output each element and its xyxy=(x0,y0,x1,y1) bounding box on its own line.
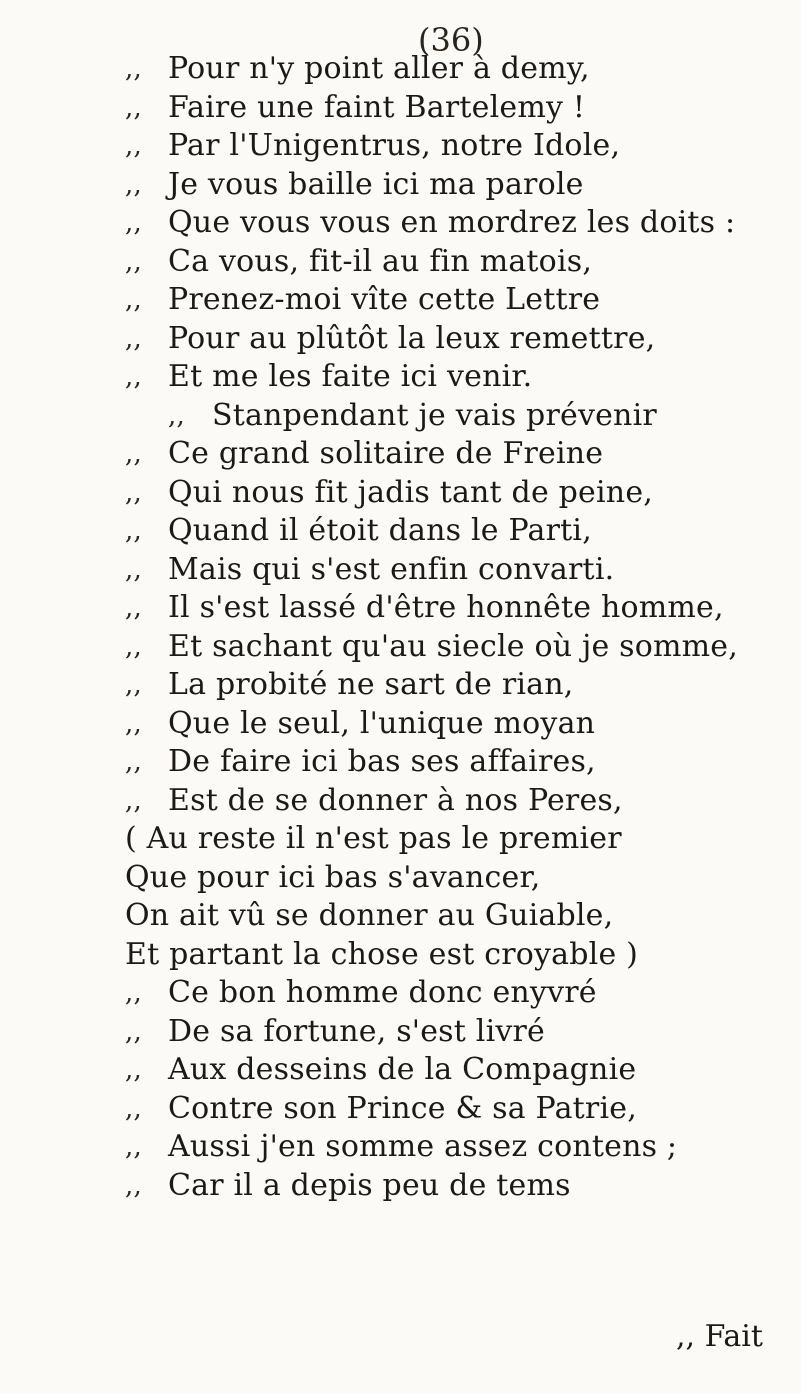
verse-text: Et me les faite ici venir. xyxy=(168,359,533,394)
quote-mark: ,, xyxy=(125,747,142,777)
verse-text: Que pour ici bas s'avancer, xyxy=(125,859,541,895)
verse-text: ( Au reste il n'est pas le premier xyxy=(125,821,622,856)
verse-line xyxy=(0,320,801,359)
verse-line xyxy=(0,127,801,166)
verse-text: Qui nous fit jadis tant de peine, xyxy=(168,474,654,510)
quote-mark: ,, xyxy=(125,670,142,700)
verse-text: Et partant la chose est croyable ) xyxy=(125,936,639,972)
verse-line xyxy=(0,474,801,513)
quote-mark: ,, xyxy=(125,785,142,816)
quote-mark: ,, xyxy=(125,1170,142,1201)
verse-line xyxy=(0,1167,801,1206)
poem-text-block xyxy=(0,50,801,1205)
verse-text: On ait vû se donner au Guiable, xyxy=(125,898,614,933)
quote-mark: ,, xyxy=(125,1055,142,1085)
verse-line xyxy=(0,1090,801,1129)
verse-text: Il s'est lassé d'être honnête homme, xyxy=(168,590,724,625)
verse-text: Pour au plûtôt la leux remettre, xyxy=(168,320,656,356)
verse-line xyxy=(0,974,801,1013)
verse-text: Je vous baille ici ma parole xyxy=(168,166,584,202)
verse-line xyxy=(0,1013,801,1052)
verse-text: Stanpendant je vais prévenir xyxy=(212,397,657,433)
verse-text: Par l'Unigentrus, notre Idole, xyxy=(168,128,621,163)
quote-mark: ,, xyxy=(125,631,142,662)
quote-mark: ,, xyxy=(125,978,142,1008)
quote-mark: ,, xyxy=(125,323,142,354)
verse-text: Ce grand solitaire de Freine xyxy=(168,436,604,471)
quote-mark: ,, xyxy=(125,246,142,277)
verse-line xyxy=(0,589,801,628)
verse-text: Contre son Prince & sa Patrie, xyxy=(168,1090,637,1126)
quote-mark: ,, xyxy=(125,362,142,392)
catchword: ,, Fait xyxy=(676,1319,763,1354)
verse-line xyxy=(0,820,801,859)
verse-text: Est de se donner à nos Peres, xyxy=(168,782,623,818)
verse-text: Aussi j'en somme assez contens ; xyxy=(168,1129,678,1164)
verse-text: De sa fortune, s'est livré xyxy=(168,1013,546,1049)
verse-line xyxy=(0,628,801,667)
quote-mark: ,, xyxy=(125,92,142,123)
quote-mark: ,, xyxy=(125,1016,142,1047)
quote-mark: ,, xyxy=(125,1132,142,1162)
quote-mark: ,, xyxy=(125,208,142,238)
verse-line xyxy=(0,1051,801,1090)
verse-line xyxy=(0,705,801,744)
quote-mark: ,, xyxy=(125,439,142,469)
quote-mark: ,, xyxy=(125,708,142,739)
verse-line xyxy=(0,512,801,551)
verse-text: Ce bon homme donc enyvré xyxy=(168,975,597,1010)
verse-text: Ca vous, fit-il au fin matois, xyxy=(168,243,593,279)
verse-text: Aux desseins de la Compagnie xyxy=(168,1052,637,1087)
page-number: (36) xyxy=(418,21,484,59)
verse-line xyxy=(0,551,801,590)
verse-text: La probité ne sart de rian, xyxy=(168,667,574,702)
verse-line xyxy=(0,358,801,397)
quote-mark: ,, xyxy=(125,477,142,508)
verse-line xyxy=(0,243,801,282)
quote-mark: ,, xyxy=(125,1093,142,1124)
verse-line xyxy=(0,435,801,474)
verse-text: Que le seul, l'unique moyan xyxy=(168,705,596,741)
quote-mark: ,, xyxy=(125,285,142,315)
verse-line xyxy=(0,782,801,821)
verse-text: Que vous vous en mordrez les doits : xyxy=(168,205,736,240)
verse-text: Quand il étoit dans le Parti, xyxy=(168,513,592,548)
verse-text: Prenez-moi vîte cette Lettre xyxy=(168,282,601,317)
verse-line xyxy=(0,89,801,128)
verse-line xyxy=(0,281,801,320)
quote-mark: ,, xyxy=(125,131,142,161)
verse-line xyxy=(0,204,801,243)
verse-line xyxy=(0,397,801,436)
quote-mark: ,, xyxy=(125,169,142,200)
verse-text: Car il a depis peu de tems xyxy=(168,1167,571,1203)
quote-mark: ,, xyxy=(125,554,142,585)
verse-line xyxy=(0,859,801,898)
verse-line xyxy=(0,743,801,782)
verse-text: Mais qui s'est enfin convarti. xyxy=(168,551,615,587)
verse-line xyxy=(0,1128,801,1167)
verse-line xyxy=(0,897,801,936)
verse-line xyxy=(0,936,801,975)
verse-text: Faire une faint Bartelemy ! xyxy=(168,89,586,125)
verse-line xyxy=(0,666,801,705)
verse-line xyxy=(0,166,801,205)
quote-mark: ,, xyxy=(125,54,142,84)
quote-mark: ,, xyxy=(168,400,185,431)
quote-mark: ,, xyxy=(125,593,142,623)
verse-text: De faire ici bas ses affaires, xyxy=(168,744,596,779)
verse-line xyxy=(0,50,801,89)
verse-text: Et sachant qu'au siecle où je somme, xyxy=(168,628,738,664)
quote-mark: ,, xyxy=(125,516,142,546)
verse-text: Pour n'y point aller à demy, xyxy=(168,51,590,86)
